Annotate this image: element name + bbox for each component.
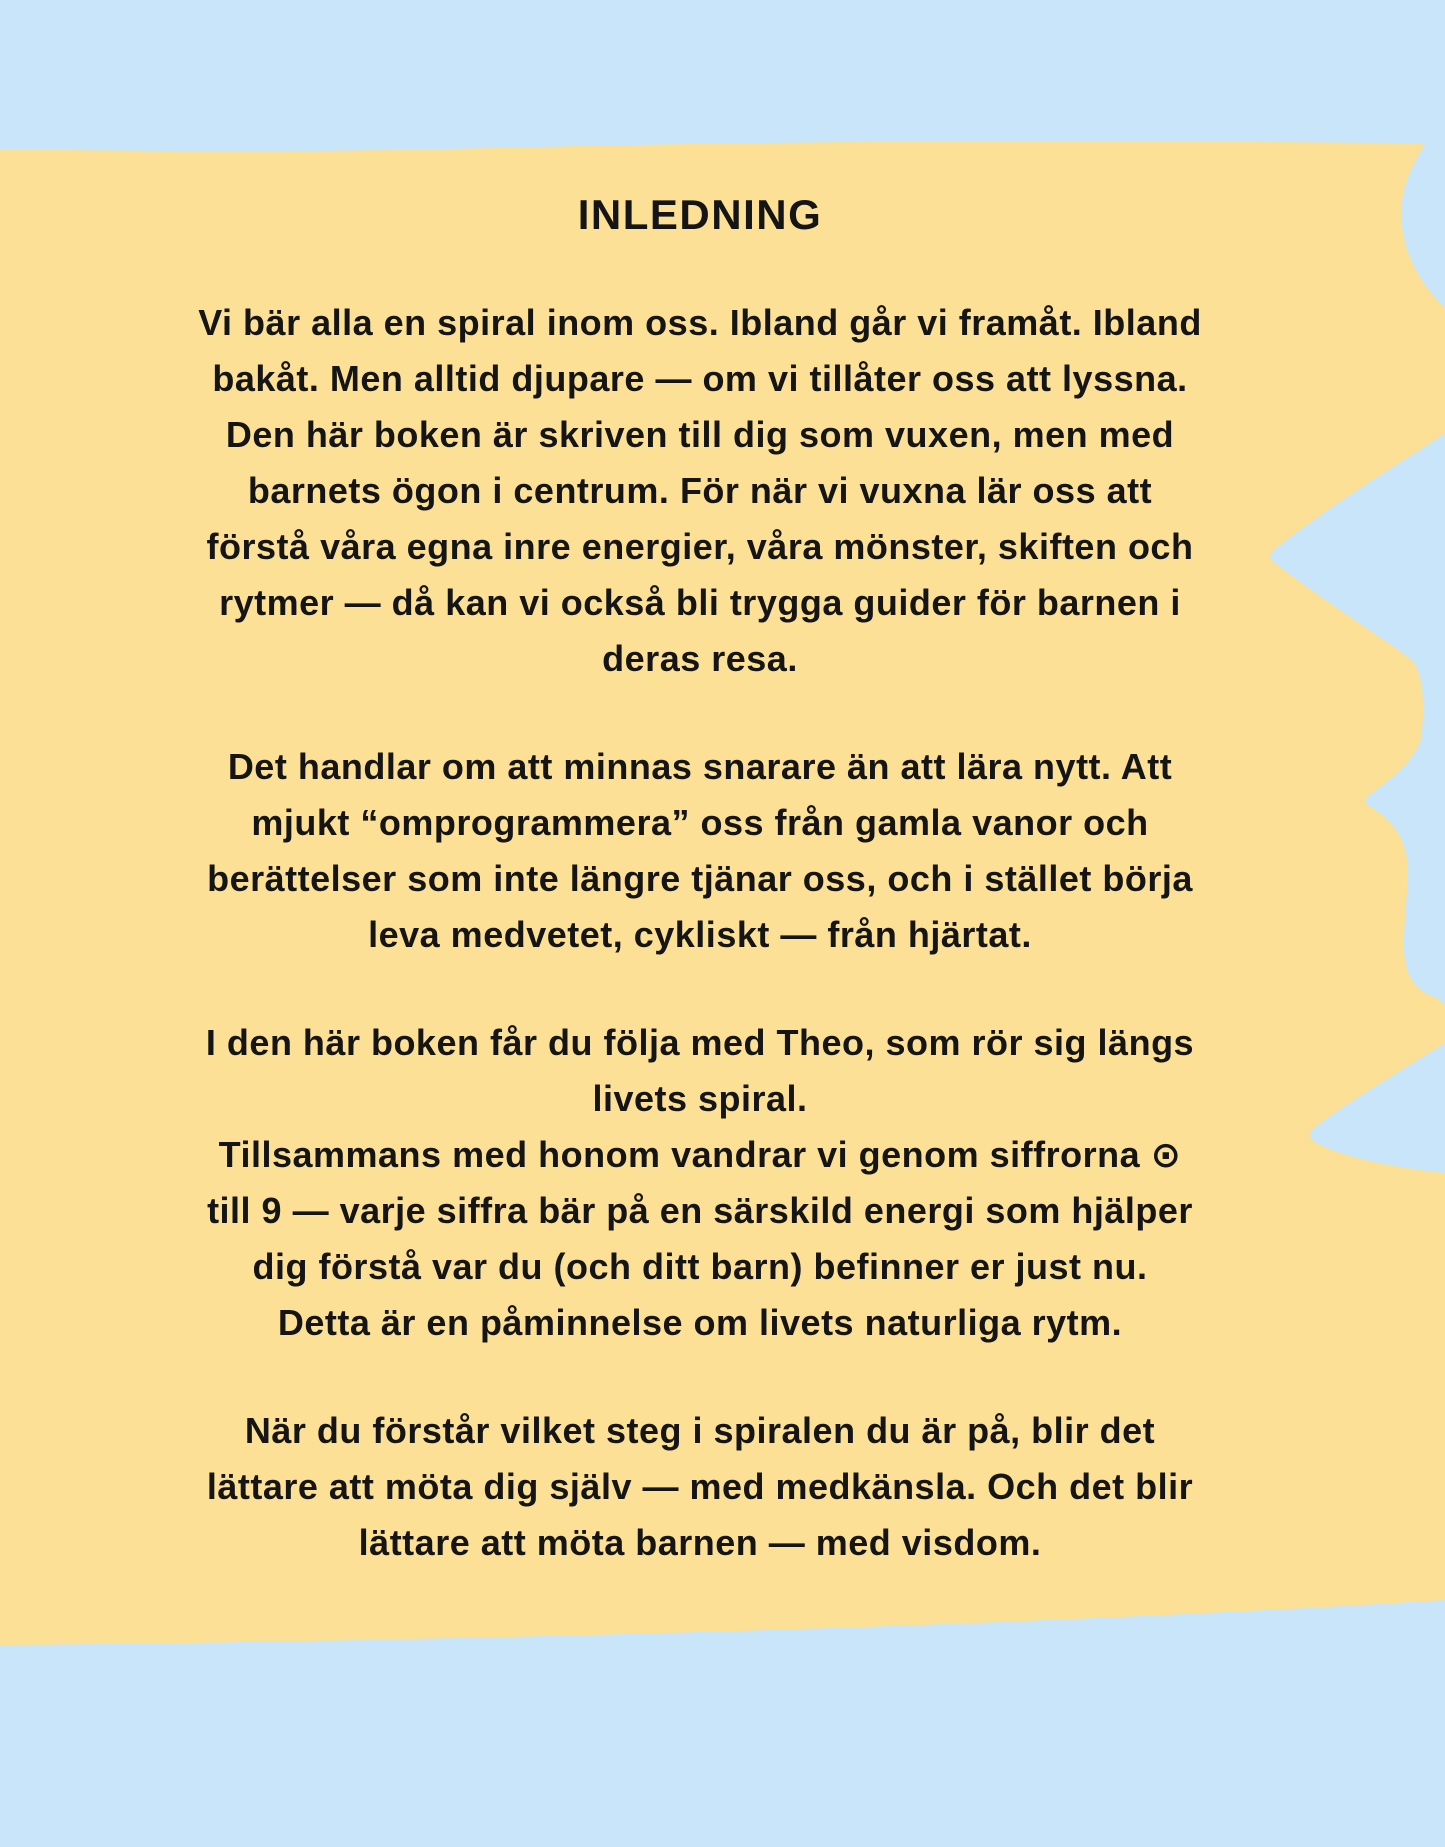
intro-text-block <box>90 187 1310 1571</box>
paragraph-line: livets spiral. <box>592 1078 808 1119</box>
paragraph-line: När du förstår vilket steg i spiralen du är på, blir det <box>244 1410 1156 1451</box>
intro-paragraph-1 <box>90 295 1310 687</box>
paragraph-line: dig förstå var du (och ditt barn) befinner er just nu. <box>252 1246 1148 1287</box>
paragraph-line: Tillsammans med honom vandrar vi genom siffrorna ⊙ <box>218 1134 1182 1175</box>
paragraph-line: leva medvetet, cykliskt — från hjärtat. <box>368 914 1032 955</box>
paragraph-line: lättare att möta barnen — med visdom. <box>358 1522 1042 1563</box>
intro-paragraph-3 <box>90 1015 1310 1351</box>
paragraph-line: rytmer — då kan vi också bli trygga guider för barnen i <box>219 582 1181 623</box>
paragraph-line: Det handlar om att minnas snarare än att lära nytt. Att <box>227 746 1173 787</box>
paragraph-line: Vi bär alla en spiral inom oss. Ibland går vi framåt. Ibland <box>198 302 1202 343</box>
page-title: INLEDNING <box>577 191 823 238</box>
paragraph-line: deras resa. <box>602 638 798 679</box>
paragraph-line: I den här boken får du följa med Theo, som rör sig längs <box>205 1022 1195 1063</box>
paragraph-line: berättelser som inte längre tjänar oss, och i stället börja <box>207 858 1193 899</box>
intro-paragraph-2 <box>90 739 1310 963</box>
paragraph-line: mjukt “omprogrammera” oss från gamla vanor och <box>251 802 1149 843</box>
paragraph-line: lättare att möta dig själv — med medkänsla. Och det blir <box>206 1466 1194 1507</box>
paragraph-line: till 9 — varje siffra bär på en särskild energi som hjälper <box>207 1190 1193 1231</box>
intro-paragraph-4 <box>90 1403 1310 1571</box>
paragraph-line: Den här boken är skriven till dig som vuxen, men med <box>225 414 1175 455</box>
paragraph-line: Detta är en påminnelse om livets naturliga rytm. <box>277 1302 1123 1343</box>
paragraph-line: bakåt. Men alltid djupare — om vi tillåter oss att lyssna. <box>212 358 1188 399</box>
paragraph-line: barnets ögon i centrum. För när vi vuxna lär oss att <box>247 470 1153 511</box>
paragraph-line: förstå våra egna inre energier, våra mönster, skiften och <box>206 526 1194 567</box>
